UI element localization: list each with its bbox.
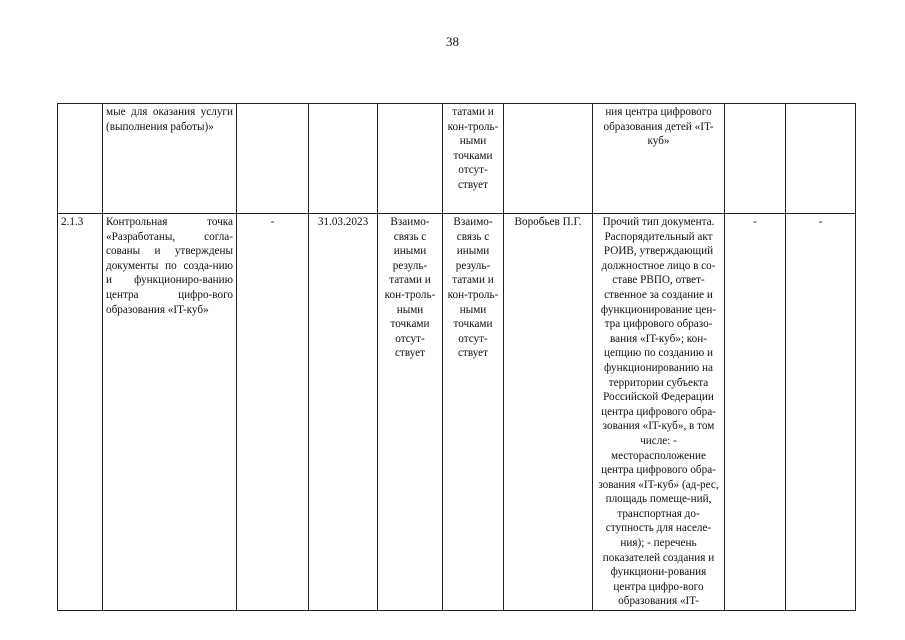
cell-relation-1: Взаимо-связь с иными резуль-татами и кон-троль-ными точками отсут-ствует: [378, 214, 443, 611]
cell-responsible: [504, 104, 593, 214]
table-row-continuation: [58, 104, 856, 214]
document-table: [57, 103, 856, 611]
cell-number: 2.1.3: [58, 214, 103, 611]
cell-level: [725, 104, 786, 214]
cell-responsible: Воробьев П.Г.: [504, 214, 593, 611]
cell-extra: [786, 104, 856, 214]
cell-doc-type: ния центра цифрового образования детей «IT-куб»: [593, 104, 725, 214]
cell-extra: -: [786, 214, 856, 611]
cell-date: [309, 104, 378, 214]
cell-date: 31.03.2023: [309, 214, 378, 611]
table-row-2-1-3: [58, 214, 856, 611]
page-number: 38: [446, 34, 459, 49]
cell-name: Контрольная точка «Разработаны, согла-сованы и утверждены документы по созда-нию и функциониро-ванию центра цифро-вого образования «IT-куб»: [103, 214, 237, 611]
cell-doc-type: Прочий тип документа. Распорядительный акт РОИВ, утверждающий должностное лицо в со-ставе РВПО, ответ-ственное за создание и функционирование цен-тра цифрового образо-вания «IT-куб»; кон-цепцию по созданию и функционированию на территории субъекта Российской Федерации центра цифрового обра-зования «IT-куб», в том числе: - месторасположение центра цифрового обра-зования «IT-куб» (ад-рес, площадь помеще-ний, транспортная до-ступность для населе-ния); - перечень показателей создания и функциони-рования центра цифро-вого образования «IT-: [593, 214, 725, 611]
cell-relation-2: Взаимо-связь с иными резуль-татами и кон-троль-ными точками отсут-ствует: [443, 214, 504, 611]
cell-number: [58, 104, 103, 214]
cell-prev-date: [237, 104, 309, 214]
cell-level: -: [725, 214, 786, 611]
cell-name: мые для оказания услуги (выполнения работы)»: [103, 104, 237, 214]
cell-relation-2: татами и кон-троль-ными точками отсут-ствует: [443, 104, 504, 214]
cell-prev-date: -: [237, 214, 309, 611]
cell-relation-1: [378, 104, 443, 214]
